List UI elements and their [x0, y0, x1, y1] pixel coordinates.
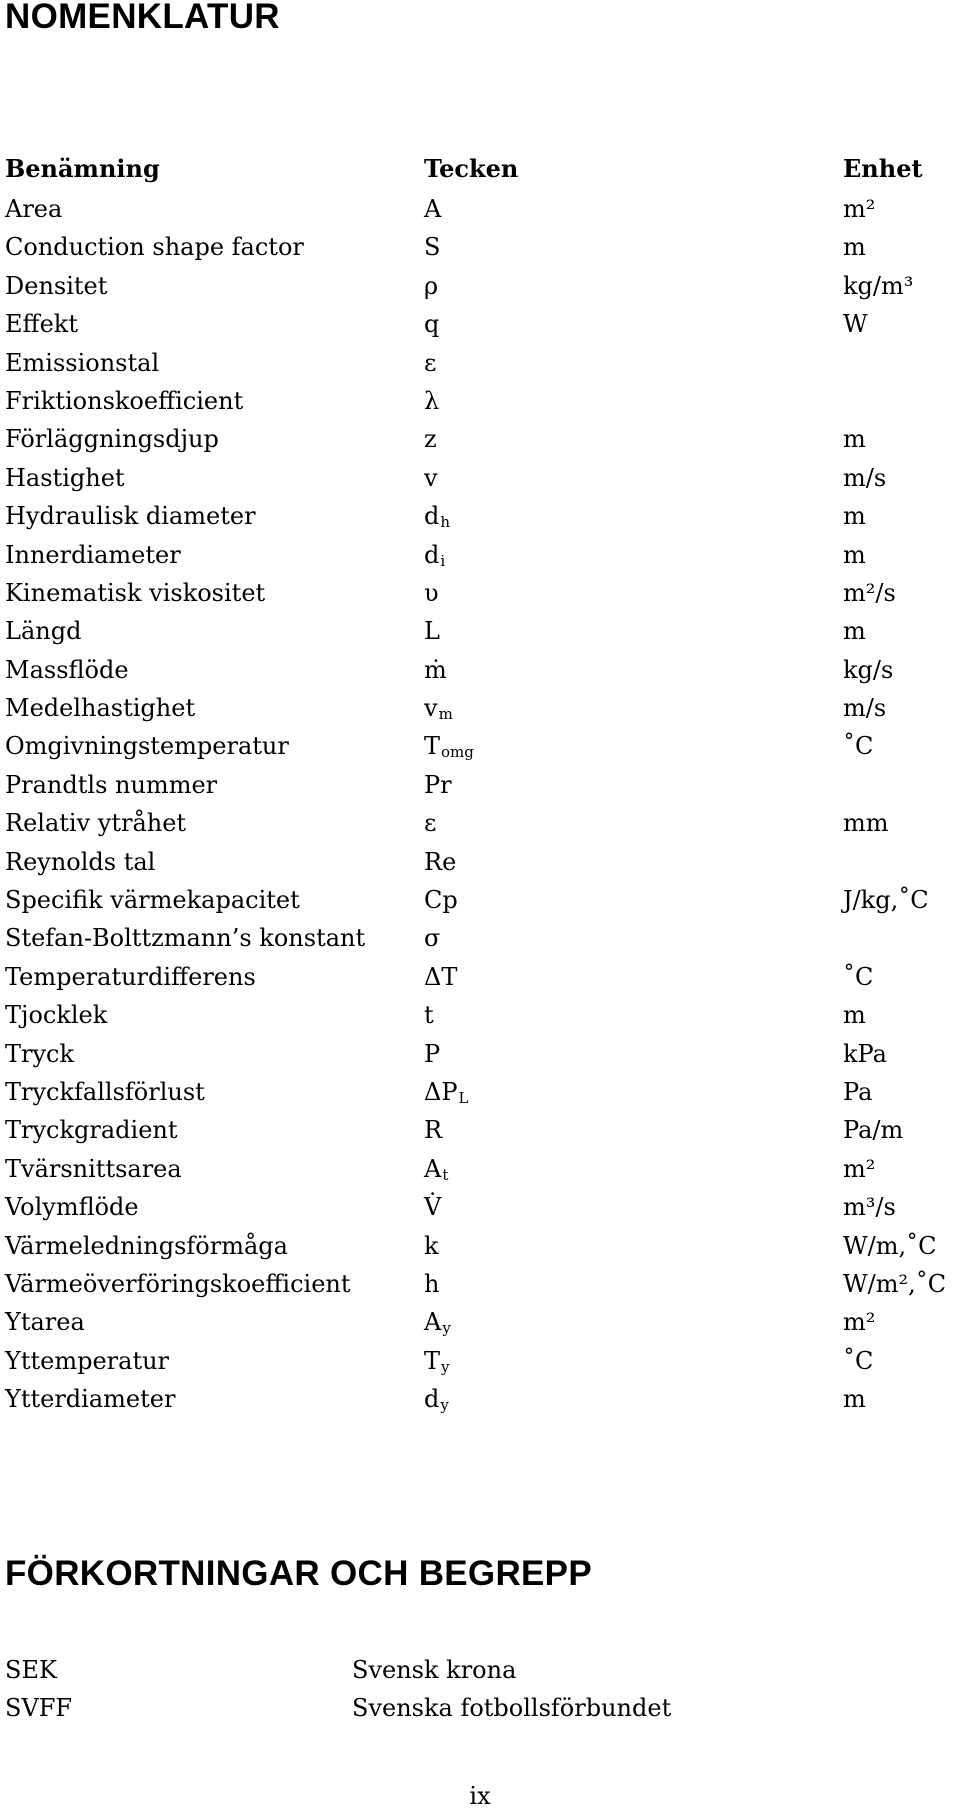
quantity-name: Ytterdiameter: [5, 1385, 176, 1414]
table-row: [5, 612, 955, 650]
table-row: [5, 267, 955, 305]
table-row: [5, 1380, 955, 1418]
symbol-main: ΔT: [424, 962, 458, 991]
quantity-symbol: [424, 843, 456, 881]
abbreviation-definition: Svenska fotbollsförbundet: [352, 1694, 672, 1722]
symbol-main: σ: [424, 924, 441, 953]
table-row: [5, 228, 955, 266]
quantity-symbol: [424, 1073, 468, 1117]
symbol-main: λ: [424, 386, 440, 415]
quantity-symbol: [424, 1111, 442, 1149]
quantity-name: Tryck: [5, 1039, 75, 1068]
quantity-symbol: [424, 804, 436, 842]
quantity-symbol: [424, 996, 434, 1034]
table-row: [5, 1303, 955, 1341]
quantity-symbol: [424, 305, 439, 343]
quantity-name: Prandtls nummer: [5, 770, 218, 799]
table-row: [5, 1227, 955, 1265]
table-row: [5, 996, 955, 1034]
quantity-name: Reynolds tal: [5, 847, 156, 876]
quantity-unit: ˚C: [843, 962, 874, 991]
table-row: [5, 1150, 955, 1188]
quantity-name: Area: [5, 195, 63, 223]
symbol-main: v: [424, 694, 438, 723]
page-number: ix: [469, 1782, 491, 1810]
quantity-name: Innerdiameter: [5, 540, 181, 569]
quantity-name: Omgivningstemperatur: [5, 732, 289, 761]
quantity-symbol: [424, 689, 453, 733]
quantity-unit: W/m,˚C: [843, 1231, 937, 1260]
abbreviations-list: [5, 1651, 905, 1727]
quantity-name: Tryckfallsförlust: [5, 1077, 205, 1106]
table-row: [5, 766, 955, 804]
nomenclature-title: NOMENKLATUR: [5, 0, 280, 36]
quantity-symbol: [424, 727, 474, 771]
quantity-symbol: [424, 1188, 441, 1226]
quantity-name: Värmeöverföringskoefficient: [5, 1269, 351, 1298]
table-row: [5, 881, 955, 919]
quantity-unit: J/kg,˚C: [843, 886, 929, 915]
quantity-symbol: [424, 1380, 449, 1424]
quantity-symbol: [424, 267, 438, 305]
table-row: [5, 382, 955, 420]
symbol-main: k: [424, 1231, 439, 1260]
list-item: [5, 1651, 905, 1689]
symbol-main: Pr: [424, 770, 452, 799]
symbol-main: h: [424, 1269, 440, 1298]
symbol-main: d: [424, 1385, 440, 1414]
quantity-unit: m²: [843, 1308, 876, 1337]
quantity-unit: ˚C: [843, 1346, 874, 1375]
quantity-symbol: [424, 651, 447, 689]
quantity-unit: W: [843, 310, 868, 339]
quantity-unit: kPa: [843, 1039, 887, 1068]
table-row: [5, 727, 955, 765]
table-row: [5, 420, 955, 458]
symbol-main: ε: [424, 348, 437, 377]
quantity-name: Effekt: [5, 310, 78, 339]
quantity-symbol: [424, 1265, 439, 1303]
quantity-name: Friktionskoefficient: [5, 386, 244, 415]
symbol-subscript: y: [442, 1319, 451, 1338]
symbol-main: t: [424, 1001, 434, 1030]
symbol-main: R: [424, 1116, 443, 1145]
quantity-symbol: [424, 344, 436, 382]
quantity-unit: m²/s: [843, 578, 896, 607]
quantity-symbol: [424, 1227, 439, 1265]
quantity-symbol: [424, 497, 450, 541]
quantity-symbol: [424, 958, 457, 996]
symbol-subscript: omg: [441, 743, 474, 762]
quantity-name: Massflöde: [5, 655, 129, 684]
table-row: [5, 1342, 955, 1380]
symbol-main: ε: [424, 809, 437, 838]
quantity-unit: Pa/m: [843, 1116, 904, 1145]
quantity-name: Värmeledningsförmåga: [5, 1231, 288, 1260]
symbol-main: d: [424, 540, 440, 569]
quantity-symbol: [424, 612, 440, 650]
symbol-subscript: y: [440, 1396, 449, 1415]
quantity-symbol: [424, 382, 439, 420]
symbol-main: v: [424, 463, 438, 492]
symbol-main: V̇: [424, 1193, 442, 1222]
table-row: [5, 305, 955, 343]
list-item: [5, 1689, 905, 1727]
symbol-main: P: [424, 1039, 441, 1068]
quantity-symbol: [424, 228, 440, 266]
quantity-name: Tryckgradient: [5, 1116, 178, 1145]
table-row: [5, 1111, 955, 1149]
table-row: [5, 344, 955, 382]
quantity-name: Relativ ytråhet: [5, 809, 187, 838]
quantity-name: Tvärsnittsarea: [5, 1154, 182, 1183]
symbol-subscript: t: [442, 1165, 449, 1184]
quantity-name: Yttemperatur: [5, 1346, 170, 1375]
quantity-name: Ytarea: [5, 1308, 85, 1337]
quantity-name: Conduction shape factor: [5, 233, 304, 262]
symbol-subscript: y: [441, 1357, 450, 1376]
table-row: [5, 843, 955, 881]
symbol-main: T: [424, 1346, 441, 1375]
quantity-symbol: [424, 536, 445, 580]
quantity-name: Temperaturdifferens: [5, 962, 256, 991]
quantity-symbol: [424, 766, 452, 804]
quantity-symbol: [424, 459, 438, 497]
quantity-symbol: [424, 1303, 451, 1347]
quantity-unit: m: [843, 233, 866, 262]
quantity-unit: m³/s: [843, 1193, 896, 1222]
quantity-unit: kg/m³: [843, 271, 914, 300]
table-row: [5, 459, 955, 497]
quantity-symbol: [424, 190, 441, 228]
quantity-unit: m: [843, 425, 866, 454]
abbreviation-term: SVFF: [5, 1694, 73, 1722]
quantity-unit: m: [843, 540, 866, 569]
symbol-subscript: L: [458, 1088, 469, 1107]
quantity-symbol: [424, 919, 440, 957]
symbol-main: Cp: [424, 886, 458, 915]
symbol-subscript: m: [438, 705, 453, 724]
header-unit: Enhet: [843, 154, 923, 183]
symbol-main: L: [424, 617, 440, 646]
abbreviation-term: SEK: [5, 1656, 57, 1684]
table-row: [5, 1265, 955, 1303]
quantity-name: Volymflöde: [5, 1193, 139, 1222]
symbol-subscript: i: [440, 551, 446, 570]
quantity-unit: m/s: [843, 463, 887, 492]
quantity-unit: kg/s: [843, 655, 894, 684]
quantity-name: Medelhastighet: [5, 694, 196, 723]
quantity-name: Densitet: [5, 271, 108, 300]
symbol-main: S: [424, 233, 441, 262]
quantity-unit: Pa: [843, 1077, 873, 1106]
table-row: [5, 804, 955, 842]
table-row: [5, 190, 955, 228]
quantity-unit: m: [843, 617, 866, 646]
quantity-unit: m/s: [843, 694, 887, 723]
symbol-main: A: [424, 195, 442, 223]
quantity-unit: ˚C: [843, 732, 874, 761]
nomenclature-table: [5, 150, 955, 1419]
quantity-name: Hastighet: [5, 463, 125, 492]
quantity-symbol: [424, 420, 437, 458]
table-row: [5, 497, 955, 535]
symbol-main: T: [424, 732, 441, 761]
quantity-unit: m²: [843, 195, 876, 223]
symbol-main: A: [424, 1308, 442, 1337]
table-row: [5, 1073, 955, 1111]
quantity-name: Specifik värmekapacitet: [5, 886, 300, 915]
quantity-name: Kinematisk viskositet: [5, 578, 266, 607]
quantity-name: Emissionstal: [5, 348, 160, 377]
table-row: [5, 958, 955, 996]
quantity-symbol: [424, 1150, 448, 1194]
quantity-name: Stefan-Bolttzmann’s konstant: [5, 924, 366, 953]
symbol-main: A: [424, 1154, 442, 1183]
abbreviations-title: FÖRKORTNINGAR OCH BEGREPP: [5, 1554, 592, 1593]
quantity-unit: mm: [843, 809, 889, 838]
header-symbol: Tecken: [424, 154, 519, 183]
symbol-main: d: [424, 502, 440, 531]
table-row: [5, 651, 955, 689]
symbol-main: q: [424, 310, 440, 339]
quantity-name: Tjocklek: [5, 1001, 108, 1030]
quantity-unit: m: [843, 502, 866, 531]
quantity-symbol: [424, 574, 439, 612]
table-row: [5, 536, 955, 574]
symbol-main: ṁ: [424, 655, 447, 684]
symbol-main: ρ: [424, 271, 439, 300]
table-row: [5, 1188, 955, 1226]
quantity-name: Förläggningsdjup: [5, 425, 219, 454]
quantity-name: Hydraulisk diameter: [5, 502, 256, 531]
quantity-symbol: [424, 1342, 450, 1386]
table-row: [5, 689, 955, 727]
quantity-symbol: [424, 881, 458, 919]
abbreviation-definition: Svensk krona: [352, 1656, 517, 1684]
quantity-unit: m: [843, 1385, 866, 1414]
header-name: Benämning: [5, 154, 160, 183]
table-row: [5, 574, 955, 612]
quantity-unit: m²: [843, 1154, 876, 1183]
table-header-row: [5, 150, 955, 190]
table-row: [5, 1035, 955, 1073]
quantity-symbol: [424, 1035, 440, 1073]
symbol-main: ΔP: [424, 1077, 458, 1106]
quantity-unit: m: [843, 1001, 866, 1030]
symbol-main: υ: [424, 578, 439, 607]
symbol-main: Re: [424, 847, 457, 876]
symbol-subscript: h: [440, 513, 451, 532]
quantity-unit: W/m²,˚C: [843, 1269, 947, 1298]
quantity-name: Längd: [5, 617, 82, 646]
symbol-main: z: [424, 425, 437, 454]
table-row: [5, 919, 955, 957]
